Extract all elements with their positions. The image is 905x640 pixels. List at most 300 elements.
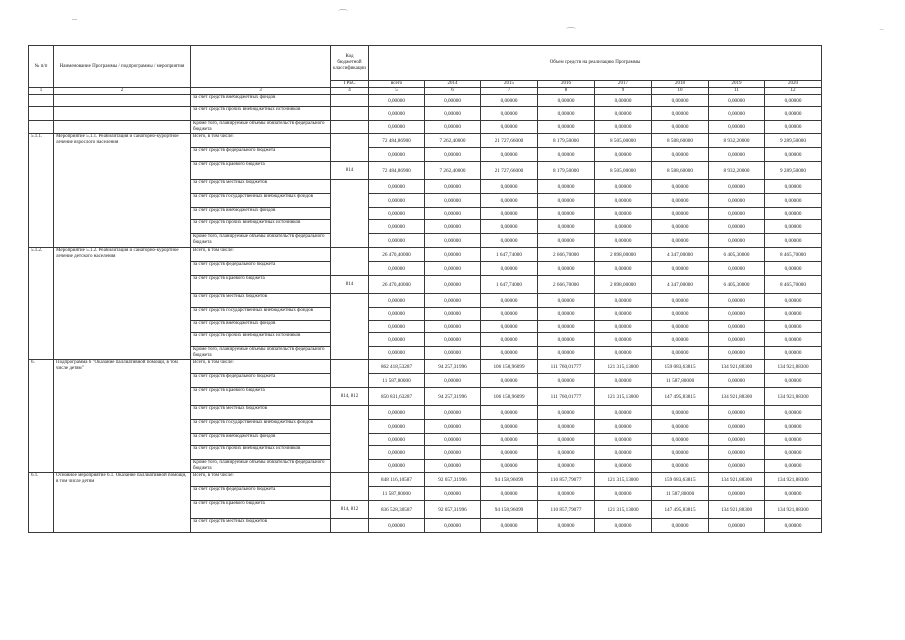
table-row [29,248,822,262]
value-cell: 11 587,80000 [652,374,709,388]
header-year: 2020 [765,81,822,88]
value-cell: 8 179,50000 [538,162,595,180]
header-number: № п/п [29,46,54,88]
row-grbs-blank [331,473,369,501]
value-cell: 0,00000 [369,234,425,248]
value-cell: 0,00000 [709,194,765,208]
value-cell: 0,00000 [369,519,425,533]
value-cell: 0,00000 [765,107,822,121]
value-cell: 0,00000 [652,460,709,473]
value-cell: 0,00000 [595,95,652,107]
value-cell: 0,00000 [595,220,652,234]
value-cell: 0,00000 [709,148,765,162]
value-cell: 0,00000 [538,347,595,360]
value-cell: 0,00000 [595,446,652,460]
value-cell: 0,00000 [425,374,481,388]
funding-source: за счет средств местных бюджетов [191,294,331,308]
value-cell: 0,00000 [538,434,595,446]
value-cell: 0,00000 [481,347,538,360]
value-cell: 0,00000 [425,208,481,220]
value-cell: 0,00000 [369,446,425,460]
value-cell: 8 505,00000 [595,134,652,148]
value-cell: 0,00000 [595,294,652,308]
value-cell: 0,00000 [425,460,481,473]
value-cell: 0,00000 [765,487,822,501]
value-cell: 0,00000 [709,333,765,347]
value-cell: 0,00000 [425,220,481,234]
funding-source: за счет средств внебюджетных фондов [191,208,331,220]
funding-source: за счет средств краевого бюджета [191,276,331,294]
value-cell: 0,00000 [369,107,425,121]
index-cell: 5 [369,88,425,95]
value-cell: 0,00000 [538,519,595,533]
funding-source: за счет средств внебюджетных фондов [191,434,331,446]
value-cell: 1 647,74000 [481,276,538,294]
value-cell: 0,00000 [652,148,709,162]
value-cell: 0,00000 [652,208,709,220]
row-grbs-blank [331,360,369,388]
value-cell: 0,00000 [369,95,425,107]
row-number [29,107,54,121]
value-cell: 0,00000 [765,347,822,360]
funding-source: за счет средств государственных внебюджетных фондов [191,194,331,208]
funding-source: Кроме того, планируемые объемы обязательств федерального бюджета [191,121,331,134]
value-cell: 0,00000 [538,420,595,434]
header-year: 2015 [481,81,538,88]
value-cell: 0,00000 [538,487,595,501]
value-cell: 0,00000 [595,234,652,248]
value-cell: 9 289,50000 [765,134,822,148]
row-grbs-blank [331,294,369,360]
value-cell: 0,00000 [595,434,652,446]
value-cell: 0,00000 [709,434,765,446]
value-cell: 0,00000 [425,406,481,420]
scan-mark: ⌒ [338,10,348,21]
value-cell: 0,00000 [765,446,822,460]
value-cell: 0,00000 [595,487,652,501]
index-cell: 2 [54,88,191,95]
value-cell: 836 528,30587 [369,501,425,519]
value-cell: 8 465,70000 [765,248,822,262]
row-number: 5.1.1. [29,134,54,248]
value-cell: 0,00000 [765,148,822,162]
value-cell: 0,00000 [709,180,765,194]
value-cell: 850 831,63287 [369,388,425,406]
value-cell: 0,00000 [425,234,481,248]
value-cell: 0,00000 [652,308,709,321]
value-cell: 0,00000 [595,194,652,208]
value-cell: 0,00000 [652,347,709,360]
value-cell: 121 315,13000 [595,501,652,519]
value-cell: 0,00000 [709,374,765,388]
value-cell: 0,00000 [481,121,538,134]
header-year: 2018 [652,81,709,88]
value-cell: 0,00000 [369,308,425,321]
table-row [29,95,822,107]
value-cell: 0,00000 [481,434,538,446]
value-cell: 0,00000 [425,294,481,308]
value-cell: 72 484,86900 [369,162,425,180]
value-cell: 0,00000 [538,107,595,121]
value-cell: 0,00000 [709,208,765,220]
table-row [29,473,822,487]
value-cell: 0,00000 [538,180,595,194]
value-cell: 0,00000 [481,321,538,333]
value-cell: 0,00000 [425,308,481,321]
value-cell: 0,00000 [481,148,538,162]
funding-source: за счет средств федерального бюджета [191,487,331,501]
value-cell: 0,00000 [481,294,538,308]
scan-mark: ‾ [880,30,884,41]
value-cell: 4 347,00000 [652,276,709,294]
value-cell: 0,00000 [369,208,425,220]
value-cell: 0,00000 [595,347,652,360]
value-cell: 0,00000 [765,220,822,234]
row-number: 6.1. [29,473,54,533]
value-cell: 0,00000 [709,220,765,234]
value-cell: 0,00000 [538,321,595,333]
table-row [29,121,822,134]
table-row [29,360,822,374]
value-cell: 0,00000 [595,148,652,162]
value-cell: 0,00000 [765,434,822,446]
value-cell: 0,00000 [481,308,538,321]
value-cell: 8 932,20000 [709,162,765,180]
header-blank [191,46,331,88]
value-cell: 0,00000 [369,406,425,420]
value-cell: 106 158,96099 [481,388,538,406]
row-number [29,121,54,134]
value-cell: 134 921,88300 [765,501,822,519]
value-cell: 11 587,80000 [369,487,425,501]
value-cell: 0,00000 [481,446,538,460]
value-cell: 0,00000 [425,487,481,501]
value-cell: 0,00000 [652,446,709,460]
funding-source: Кроме того, планируемые объемы обязательств федерального бюджета [191,460,331,473]
value-cell: 0,00000 [765,180,822,194]
value-cell: 0,00000 [538,406,595,420]
index-cell: 4 [331,88,369,95]
value-cell: 0,00000 [425,321,481,333]
value-cell: 0,00000 [652,95,709,107]
row-name [54,95,191,107]
value-cell: 0,00000 [652,420,709,434]
index-cell: 12 [765,88,822,95]
scan-mark: – [72,14,77,25]
value-cell: 0,00000 [481,487,538,501]
value-cell: 147 495,83815 [652,388,709,406]
row-grbs-blank [331,406,369,473]
value-cell: 0,00000 [709,347,765,360]
header-row [29,46,822,81]
value-cell: 0,00000 [709,234,765,248]
value-cell: 147 495,83815 [652,501,709,519]
value-cell: 0,00000 [369,262,425,276]
index-cell: 7 [481,88,538,95]
value-cell: 0,00000 [765,208,822,220]
value-cell: 0,00000 [425,180,481,194]
value-cell: 0,00000 [652,121,709,134]
value-cell: 26 470,40000 [369,276,425,294]
value-cell: 111 760,01777 [538,388,595,406]
funding-source: за счет средств прочих внебюджетных источников [191,446,331,460]
value-cell: 0,00000 [538,262,595,276]
value-cell: 134 921,88300 [709,360,765,374]
value-cell: 0,00000 [425,194,481,208]
header-year: 2019 [709,81,765,88]
funding-source: за счет средств прочих внебюджетных источников [191,333,331,347]
value-cell: 159 083,63815 [652,360,709,374]
value-cell: 0,00000 [709,406,765,420]
value-cell: 26 470,40000 [369,248,425,262]
value-cell: 0,00000 [765,234,822,248]
value-cell: 111 760,01777 [538,360,595,374]
funding-source: за счет средств прочих внебюджетных источников [191,107,331,121]
row-grbs: 814 [331,276,369,294]
value-cell: 0,00000 [595,121,652,134]
value-cell: 0,00000 [652,262,709,276]
value-cell: 0,00000 [425,107,481,121]
program-funding-table [28,45,822,533]
funding-source: за счет средств внебюджетных фондов [191,95,331,107]
value-cell: 0,00000 [425,347,481,360]
value-cell: 94 158,96099 [481,473,538,487]
value-cell: 0,00000 [481,194,538,208]
funding-source: Кроме того, планируемые объемы обязательств федерального бюджета [191,234,331,248]
value-cell: 0,00000 [369,434,425,446]
value-cell: 0,00000 [595,519,652,533]
value-cell: 121 315,13000 [595,360,652,374]
value-cell: 0,00000 [425,446,481,460]
value-cell: 0,00000 [425,519,481,533]
value-cell: 0,00000 [538,308,595,321]
table-row [29,134,822,148]
value-cell: 0,00000 [652,434,709,446]
value-cell: 0,00000 [709,446,765,460]
value-cell: 0,00000 [481,406,538,420]
index-row [29,88,822,95]
table-body [29,46,822,533]
value-cell: 92 657,31996 [425,501,481,519]
index-cell: 6 [425,88,481,95]
value-cell: 0,00000 [709,294,765,308]
value-cell: 0,00000 [369,180,425,194]
value-cell: 0,00000 [425,121,481,134]
value-cell: 0,00000 [652,294,709,308]
value-cell: 0,00000 [481,333,538,347]
value-cell: 94 158,96099 [481,501,538,519]
value-cell: 1 647,74000 [481,248,538,262]
value-cell: 8 179,50000 [538,134,595,148]
value-cell: 2 666,70000 [538,248,595,262]
value-cell: 0,00000 [595,460,652,473]
row-name: Мероприятие 5.1.2. Реабилитация и санаторно-курортное лечение детского населения [54,248,191,360]
value-cell: 134 921,88300 [709,501,765,519]
value-cell: 0,00000 [481,420,538,434]
value-cell: 0,00000 [538,220,595,234]
index-cell: 11 [709,88,765,95]
value-cell: 0,00000 [369,121,425,134]
value-cell: 0,00000 [369,321,425,333]
value-cell: 0,00000 [538,148,595,162]
value-cell: 0,00000 [652,519,709,533]
row-number: 6. [29,360,54,473]
value-cell: 0,00000 [765,95,822,107]
value-cell: 0,00000 [538,208,595,220]
value-cell: 8 588,60000 [652,162,709,180]
row-grbs-blank [331,248,369,276]
header-year: 2016 [538,81,595,88]
funding-source: за счет средств государственных внебюджетных фондов [191,420,331,434]
value-cell: 0,00000 [369,333,425,347]
row-grbs [331,107,369,121]
value-cell: 0,00000 [538,333,595,347]
row-grbs: 814 [331,162,369,180]
funding-source: за счет средств внебюджетных фондов [191,321,331,333]
value-cell: 9 289,50000 [765,162,822,180]
header-code: Код бюджетной классификации [331,46,369,81]
index-cell: 8 [538,88,595,95]
index-cell: 10 [652,88,709,95]
value-cell: 0,00000 [765,420,822,434]
value-cell: 7 262,40000 [425,134,481,148]
value-cell: 4 347,00000 [652,248,709,262]
funding-source: за счет средств государственных внебюджетных фондов [191,308,331,321]
value-cell: 0,00000 [709,107,765,121]
value-cell: 0,00000 [538,446,595,460]
value-cell: 0,00000 [369,148,425,162]
value-cell: 6 405,30000 [709,276,765,294]
value-cell: 0,00000 [652,234,709,248]
value-cell: 0,00000 [538,121,595,134]
value-cell: 0,00000 [765,321,822,333]
value-cell: 0,00000 [765,194,822,208]
funding-source: за счет средств федерального бюджета [191,148,331,162]
value-cell: 0,00000 [765,374,822,388]
funding-source: за счет средств прочих внебюджетных источников [191,220,331,234]
value-cell: 106 158,96099 [481,360,538,374]
value-cell: 8 932,20000 [709,134,765,148]
funding-source: за счет средств местных бюджетов [191,180,331,194]
header-total: всего [369,81,425,88]
header-year: 2017 [595,81,652,88]
value-cell: 8 588,60000 [652,134,709,148]
value-cell: 0,00000 [425,420,481,434]
row-grbs [331,95,369,107]
value-cell: 6 405,30000 [709,248,765,262]
value-cell: 0,00000 [709,460,765,473]
value-cell: 0,00000 [765,406,822,420]
header-grbs: ГРБС [331,81,369,88]
value-cell: 2 898,00000 [595,248,652,262]
row-name: Мероприятие 5.1.1. Реабилитация и санаторно-курортное лечение взрослого населения [54,134,191,248]
row-name: Основное мероприятие 6.1. Оказание паллиативной помощи, в том числе детям [54,473,191,533]
value-cell: 0,00000 [709,420,765,434]
row-grbs [331,121,369,134]
funding-source: за счет средств краевого бюджета [191,388,331,406]
row-grbs-blank [331,134,369,162]
value-cell: 0,00000 [481,220,538,234]
value-cell: 0,00000 [538,460,595,473]
funding-source: за счет средств федерального бюджета [191,262,331,276]
row-grbs: 814, 812 [331,501,369,519]
row-name [54,121,191,134]
funding-source: Всего, в том числе: [191,360,331,374]
value-cell: 0,00000 [369,220,425,234]
value-cell: 0,00000 [709,487,765,501]
value-cell: 7 262,40000 [425,162,481,180]
value-cell: 0,00000 [595,262,652,276]
row-grbs: 814, 812 [331,388,369,406]
value-cell: 92 657,31996 [425,473,481,487]
value-cell: 0,00000 [595,107,652,121]
funding-source: Всего, в том числе: [191,473,331,487]
value-cell: 134 921,88300 [765,360,822,374]
value-cell: 0,00000 [481,460,538,473]
row-number [29,95,54,107]
funding-source: за счет средств местных бюджетов [191,519,331,533]
value-cell: 0,00000 [765,519,822,533]
index-cell: 1 [29,88,54,95]
value-cell: 110 857,79077 [538,473,595,487]
value-cell: 0,00000 [369,294,425,308]
value-cell: 0,00000 [595,420,652,434]
value-cell: 0,00000 [652,333,709,347]
value-cell: 0,00000 [369,460,425,473]
value-cell: 0,00000 [709,519,765,533]
value-cell: 134 921,88300 [765,388,822,406]
value-cell: 0,00000 [595,208,652,220]
row-name: Подпрограмма 6 "Оказание паллиативной помощи, в том числе детям" [54,360,191,473]
value-cell: 0,00000 [709,262,765,276]
table-row [29,107,822,121]
value-cell: 0,00000 [709,308,765,321]
funding-source: за счет средств краевого бюджета [191,162,331,180]
value-cell: 134 921,88300 [765,473,822,487]
value-cell: 0,00000 [425,333,481,347]
value-cell: 0,00000 [481,95,538,107]
value-cell: 121 315,13000 [595,388,652,406]
value-cell: 0,00000 [538,234,595,248]
value-cell: 11 587,80000 [652,487,709,501]
value-cell: 0,00000 [765,262,822,276]
value-cell: 0,00000 [652,220,709,234]
value-cell: 0,00000 [425,248,481,262]
value-cell: 0,00000 [595,321,652,333]
scan-mark: ⌒ [566,28,576,39]
value-cell: 0,00000 [369,420,425,434]
funding-source: Всего, в том числе: [191,248,331,262]
value-cell: 0,00000 [481,262,538,276]
header-year: 2014 [425,81,481,88]
value-cell: 0,00000 [765,333,822,347]
value-cell: 848 116,10587 [369,473,425,487]
value-cell: 0,00000 [481,208,538,220]
value-cell: 110 857,79077 [538,501,595,519]
value-cell: 0,00000 [481,180,538,194]
row-number: 5.1.2. [29,248,54,360]
value-cell: 134 921,88300 [709,473,765,487]
value-cell: 0,00000 [595,374,652,388]
value-cell: 0,00000 [709,121,765,134]
value-cell: 8 465,70000 [765,276,822,294]
value-cell: 0,00000 [369,194,425,208]
value-cell: 0,00000 [481,234,538,248]
value-cell: 0,00000 [595,406,652,420]
funding-source: Всего, в том числе: [191,134,331,148]
value-cell: 0,00000 [481,519,538,533]
funding-source: за счет средств краевого бюджета [191,501,331,519]
